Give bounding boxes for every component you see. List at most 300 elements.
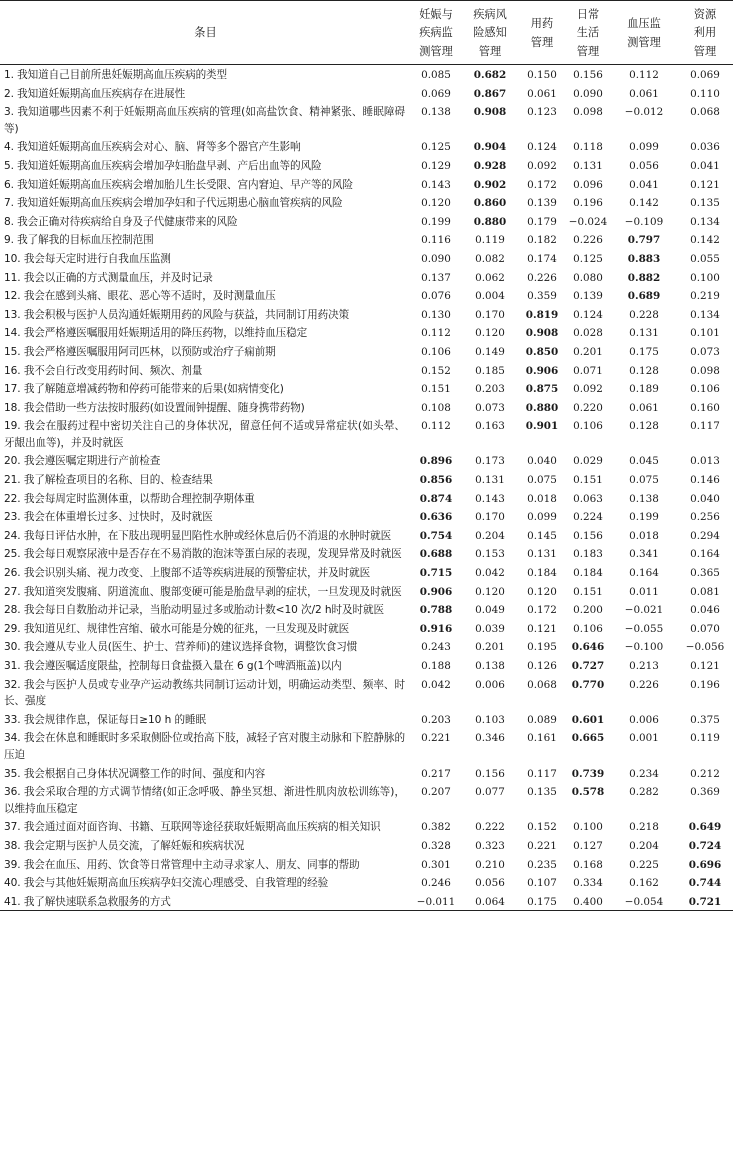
header-line: 管理 bbox=[530, 35, 554, 49]
loading-value: 0.163 bbox=[475, 420, 505, 433]
loading-value: 0.117 bbox=[690, 420, 720, 433]
header-line: 条目 bbox=[194, 26, 217, 40]
table-row bbox=[0, 249, 733, 268]
loading-value: 0.906 bbox=[525, 364, 559, 377]
table-row bbox=[0, 507, 733, 526]
item-text: 32. 我会与医护人员或专业孕产运动教练共同制订运动计划，明确运动类型、频率、时长、强度 bbox=[4, 678, 405, 708]
header-row bbox=[0, 1, 733, 65]
loading-value: 0.856 bbox=[419, 474, 453, 487]
loading-value: 0.210 bbox=[475, 858, 505, 871]
loading-value: 0.082 bbox=[475, 252, 505, 265]
loading-value: 0.076 bbox=[421, 290, 451, 303]
loading-value: 0.170 bbox=[475, 511, 505, 524]
loading-value: 0.153 bbox=[475, 548, 505, 561]
table-row bbox=[0, 600, 733, 619]
loading-value: 0.860 bbox=[473, 197, 507, 210]
loading-value: 0.172 bbox=[527, 604, 557, 617]
loading-value: −0.109 bbox=[624, 215, 664, 228]
header-line: 险感知 bbox=[473, 26, 507, 40]
loading-value: 0.106 bbox=[690, 383, 720, 396]
loading-value: 0.121 bbox=[690, 660, 720, 672]
loading-value: 0.126 bbox=[527, 660, 557, 672]
loading-value: 0.382 bbox=[421, 821, 451, 834]
item-text: 8. 我会正确对待疾病给自身及子代健康带来的风险 bbox=[4, 215, 238, 228]
item-text: 36. 我会采取合理的方式调节情绪(如正念呼吸、静坐冥想、渐进性肌肉放松训练等)，以维持血压稳定 bbox=[4, 786, 405, 815]
table-row bbox=[0, 563, 733, 582]
loading-value: 0.138 bbox=[421, 106, 451, 119]
table-row bbox=[0, 728, 733, 763]
loading-value: 0.152 bbox=[527, 821, 557, 834]
loading-value: −0.024 bbox=[568, 215, 608, 228]
item-column-header bbox=[0, 1, 411, 65]
table-row bbox=[0, 526, 733, 545]
loading-value: 0.359 bbox=[527, 290, 557, 303]
loading-value: 0.217 bbox=[421, 767, 451, 780]
loading-value: 0.203 bbox=[421, 713, 451, 726]
loading-value: 0.124 bbox=[527, 141, 557, 154]
header-line: 疾病监 bbox=[419, 26, 453, 40]
item-text: 10. 我会每天定时进行自我血压监测 bbox=[4, 252, 171, 265]
daily-life-header bbox=[565, 1, 611, 65]
table-row bbox=[0, 782, 733, 817]
loading-value: 0.189 bbox=[629, 383, 659, 396]
table-row bbox=[0, 817, 733, 836]
item-text: 27. 我知道突发腹痛、阴道流血、腹部变硬可能是胎盘早剥的症状，一旦发现及时就医 bbox=[4, 585, 402, 598]
loading-value: 0.130 bbox=[421, 308, 451, 321]
loading-value: 0.218 bbox=[629, 821, 659, 834]
loading-value: 0.819 bbox=[525, 308, 559, 321]
loading-value: 0.739 bbox=[571, 767, 605, 780]
loading-value: 0.880 bbox=[473, 215, 507, 228]
loading-value: 0.056 bbox=[629, 159, 659, 172]
loading-value: 0.578 bbox=[571, 786, 605, 799]
table-row bbox=[0, 544, 733, 563]
loading-value: 0.219 bbox=[690, 290, 720, 303]
loading-value: 0.151 bbox=[573, 585, 603, 598]
table-row bbox=[0, 416, 733, 451]
loading-value: 0.156 bbox=[573, 529, 603, 542]
loading-value: 0.204 bbox=[629, 839, 659, 852]
table-row bbox=[0, 451, 733, 470]
item-text: 3. 我知道哪些因素不利于妊娠期高血压疾病的管理(如高盐饮食、精神紧张、睡眠障碍等) bbox=[4, 106, 405, 135]
loading-value: 0.164 bbox=[629, 567, 659, 580]
table-row bbox=[0, 656, 733, 675]
loading-value: 0.092 bbox=[573, 383, 603, 396]
table-row bbox=[0, 836, 733, 855]
loading-value: −0.100 bbox=[624, 641, 664, 654]
loading-value: 0.928 bbox=[473, 159, 507, 172]
table-row bbox=[0, 230, 733, 249]
loading-value: 0.134 bbox=[690, 308, 720, 321]
loading-value: 0.168 bbox=[573, 858, 603, 871]
loading-value: 0.145 bbox=[527, 529, 557, 542]
loading-value: 0.902 bbox=[473, 178, 507, 191]
loading-value: 0.120 bbox=[421, 197, 451, 210]
loading-value: 0.120 bbox=[527, 585, 557, 598]
loading-value: 0.175 bbox=[629, 345, 659, 358]
item-text: 13. 我会积极与医护人员沟通妊娠期用药的风险与获益，共同制订用药决策 bbox=[4, 308, 350, 321]
loading-value: 0.006 bbox=[475, 678, 505, 691]
loading-value: 0.125 bbox=[421, 141, 451, 154]
loading-value: 0.116 bbox=[421, 234, 451, 247]
loading-value: 0.110 bbox=[690, 87, 720, 100]
loading-value: 0.916 bbox=[419, 622, 453, 635]
item-text: 18. 我会借助一些方法按时服药(如设置闹钟提醒、随身携带药物) bbox=[4, 401, 305, 414]
item-text: 38. 我会定期与医护人员交流，了解妊娠和疾病状况 bbox=[4, 839, 245, 852]
loading-value: 0.073 bbox=[475, 401, 505, 414]
loading-value: 0.125 bbox=[573, 252, 603, 265]
header-line: 生活 bbox=[576, 26, 600, 40]
loading-value: 0.081 bbox=[690, 585, 720, 598]
item-text: 33. 我会规律作息，保证每日≥10 h 的睡眠 bbox=[4, 713, 206, 726]
loading-value: 0.235 bbox=[527, 858, 557, 871]
loading-value: 0.040 bbox=[527, 455, 557, 468]
item-text: 4. 我知道妊娠期高血压疾病会对心、脑、肾等多个器官产生影响 bbox=[4, 141, 301, 154]
loading-value: −0.021 bbox=[624, 604, 664, 617]
loading-value: 0.106 bbox=[573, 420, 603, 433]
loading-value: 0.160 bbox=[690, 401, 720, 414]
loading-value: 0.334 bbox=[573, 877, 603, 890]
header-line: 管理 bbox=[478, 44, 502, 58]
loading-value: 0.301 bbox=[421, 858, 451, 871]
loading-value: 0.880 bbox=[525, 401, 559, 414]
loading-value: 0.172 bbox=[527, 178, 557, 191]
loading-value: 0.601 bbox=[571, 713, 605, 726]
loading-value: 0.123 bbox=[527, 106, 557, 119]
loading-value: 0.070 bbox=[690, 622, 720, 635]
loading-value: 0.151 bbox=[421, 383, 451, 396]
loading-value: 0.128 bbox=[629, 420, 659, 433]
loading-value: 0.896 bbox=[419, 455, 453, 468]
loading-value: 0.018 bbox=[629, 529, 659, 542]
loading-value: 0.874 bbox=[419, 492, 453, 505]
item-text: 28. 我会每日自数胎动并记录，当胎动明显过多或胎动计数<10 次/2 h时及时就医 bbox=[4, 604, 384, 617]
item-text: 5. 我知道妊娠期高血压疾病会增加孕妇胎盘早剥、产后出血等的风险 bbox=[4, 159, 322, 172]
table-row bbox=[0, 323, 733, 342]
loading-value: 0.098 bbox=[690, 364, 720, 377]
loading-value: 0.688 bbox=[419, 548, 453, 561]
loading-value: 0.119 bbox=[475, 234, 505, 247]
loading-value: 0.689 bbox=[627, 290, 661, 303]
loading-value: 0.143 bbox=[475, 492, 505, 505]
loading-value: 0.089 bbox=[527, 713, 557, 726]
table-header bbox=[0, 1, 733, 65]
loading-value: 0.135 bbox=[690, 197, 720, 210]
loading-value: 0.788 bbox=[419, 604, 453, 617]
loading-value: 0.221 bbox=[421, 732, 451, 745]
loading-value: 0.183 bbox=[573, 548, 603, 561]
item-text: 35. 我会根据自己身体状况调整工作的时间、强度和内容 bbox=[4, 767, 266, 780]
loading-value: 0.064 bbox=[461, 892, 519, 911]
loading-value: 0.131 bbox=[527, 548, 557, 561]
table-row bbox=[0, 675, 733, 710]
header-line: 管理 bbox=[576, 44, 600, 58]
loading-value: 0.100 bbox=[690, 271, 720, 284]
table-row bbox=[0, 286, 733, 305]
item-text: 1. 我知道自己目前所患妊娠期高血压疾病的类型 bbox=[4, 69, 228, 81]
table-row bbox=[0, 764, 733, 783]
item-text: 26. 我会识别头痛、视力改变、上腹部不适等疾病进展的预警症状，并及时就医 bbox=[4, 567, 371, 580]
loading-value: 0.882 bbox=[627, 271, 661, 284]
loading-value: 0.375 bbox=[690, 713, 720, 726]
loading-value: 0.196 bbox=[690, 678, 720, 691]
table-row bbox=[0, 873, 733, 892]
loading-value: 0.068 bbox=[690, 106, 720, 119]
loading-value: 0.138 bbox=[629, 492, 659, 505]
loading-value: 0.085 bbox=[421, 69, 451, 81]
loading-value: 0.184 bbox=[527, 567, 557, 580]
header-line: 妊娠与 bbox=[419, 7, 453, 21]
loading-value: 0.119 bbox=[690, 732, 720, 745]
loading-value: 0.400 bbox=[565, 892, 611, 911]
loading-value: 0.200 bbox=[573, 604, 603, 617]
loading-value: −0.055 bbox=[624, 622, 664, 635]
loading-value: 0.042 bbox=[475, 567, 505, 580]
loading-value: 0.142 bbox=[629, 197, 659, 210]
loading-value: 0.724 bbox=[688, 839, 722, 852]
table-row bbox=[0, 398, 733, 417]
loading-value: 0.201 bbox=[573, 345, 603, 358]
loading-value: −0.054 bbox=[611, 892, 677, 911]
table-row bbox=[0, 361, 733, 380]
loading-value: 0.137 bbox=[421, 271, 451, 284]
loading-value: 0.100 bbox=[573, 821, 603, 834]
loading-value: 0.117 bbox=[527, 767, 557, 780]
item-text: 25. 我会每日观察尿液中是否存在不易消散的泡沫等蛋白尿的表现，发现异常及时就医 bbox=[4, 548, 402, 561]
loading-value: 0.649 bbox=[688, 821, 722, 834]
loading-value: 0.045 bbox=[629, 455, 659, 468]
loading-value: 0.135 bbox=[527, 786, 557, 799]
loading-value: 0.092 bbox=[527, 159, 557, 172]
loading-value: 0.098 bbox=[573, 106, 603, 119]
loading-value: 0.222 bbox=[475, 821, 505, 834]
loading-value: 0.226 bbox=[573, 234, 603, 247]
loading-value: 0.199 bbox=[421, 215, 451, 228]
loading-value: 0.103 bbox=[475, 713, 505, 726]
loading-value: 0.175 bbox=[519, 892, 565, 911]
table-row bbox=[0, 212, 733, 231]
loading-value: 0.721 bbox=[677, 892, 733, 911]
loading-value: 0.006 bbox=[629, 713, 659, 726]
loading-value: 0.121 bbox=[690, 178, 720, 191]
loading-value: 0.365 bbox=[690, 567, 720, 580]
loading-value: 0.213 bbox=[629, 660, 659, 672]
item-text: 20. 我会遵医嘱定期进行产前检查 bbox=[4, 455, 161, 468]
loading-value: 0.041 bbox=[690, 159, 720, 172]
table-row bbox=[0, 102, 733, 137]
item-text: 31. 我会遵医嘱适度限盐，控制每日食盐摄入量在 6 g(1个啤酒瓶盖)以内 bbox=[4, 660, 342, 672]
item-text: 19. 我会在服药过程中密切关注自己的身体状况，留意任何不适或异常症状(如头晕、牙龈出血等)，并及时就医 bbox=[4, 420, 405, 449]
loading-value: 0.131 bbox=[573, 159, 603, 172]
loading-value: 0.797 bbox=[627, 234, 661, 247]
loading-value: 0.883 bbox=[627, 252, 661, 265]
table-row bbox=[0, 710, 733, 729]
table-row bbox=[0, 84, 733, 103]
loading-value: 0.256 bbox=[690, 511, 720, 524]
loading-value: 0.221 bbox=[527, 839, 557, 852]
table-row bbox=[0, 156, 733, 175]
loading-value: 0.090 bbox=[573, 87, 603, 100]
loading-value: 0.152 bbox=[421, 364, 451, 377]
loading-value: 0.182 bbox=[527, 234, 557, 247]
loading-value: 0.151 bbox=[573, 474, 603, 487]
loading-value: 0.908 bbox=[473, 106, 507, 119]
loading-value: 0.901 bbox=[525, 420, 559, 433]
loading-value: 0.099 bbox=[527, 511, 557, 524]
item-text: 29. 我知道见红、规律性宫缩、破水可能是分娩的征兆，一旦发现及时就医 bbox=[4, 622, 350, 635]
loading-value: 0.112 bbox=[421, 327, 451, 340]
loading-value: 0.077 bbox=[475, 786, 505, 799]
loading-value: 0.127 bbox=[573, 839, 603, 852]
loading-value: 0.341 bbox=[629, 548, 659, 561]
item-text: 2. 我知道妊娠期高血压疾病存在进展性 bbox=[4, 87, 186, 100]
loading-value: 0.134 bbox=[690, 215, 720, 228]
loading-value: 0.124 bbox=[573, 308, 603, 321]
item-text: 15. 我会严格遵医嘱服用阿司匹林，以预防或治疗子痫前期 bbox=[4, 345, 276, 358]
loading-value: 0.068 bbox=[527, 678, 557, 691]
loading-value: 0.146 bbox=[690, 474, 720, 487]
table-row bbox=[0, 892, 733, 911]
loading-value: 0.143 bbox=[421, 178, 451, 191]
loading-value: 0.056 bbox=[475, 877, 505, 890]
loading-value: 0.156 bbox=[475, 767, 505, 780]
table-row bbox=[0, 582, 733, 601]
item-text: 22. 我会每周定时监测体重，以帮助合理控制孕期体重 bbox=[4, 492, 255, 505]
loading-value: 0.204 bbox=[475, 529, 505, 542]
loading-value: 0.112 bbox=[629, 69, 659, 81]
loading-value: 0.046 bbox=[690, 604, 720, 617]
loading-value: 0.170 bbox=[475, 308, 505, 321]
header-line: 资源 bbox=[693, 7, 717, 21]
loading-value: 0.199 bbox=[629, 511, 659, 524]
loading-value: 0.727 bbox=[571, 660, 605, 672]
loading-value: 0.323 bbox=[475, 839, 505, 852]
loading-value: 0.099 bbox=[629, 141, 659, 154]
item-text: 23. 我会在体重增长过多、过快时，及时就医 bbox=[4, 511, 213, 524]
loading-value: 0.041 bbox=[629, 178, 659, 191]
loading-value: 0.142 bbox=[690, 234, 720, 247]
loading-value: 0.906 bbox=[419, 585, 453, 598]
loading-value: 0.049 bbox=[475, 604, 505, 617]
loading-value: 0.112 bbox=[421, 420, 451, 433]
loading-value: 0.156 bbox=[573, 69, 603, 81]
loading-value: 0.129 bbox=[421, 159, 451, 172]
item-text: 40. 我会与其他妊娠期高血压疾病孕妇交流心理感受、自我管理的经验 bbox=[4, 877, 329, 890]
loading-value: 0.195 bbox=[527, 641, 557, 654]
loading-value: 0.138 bbox=[475, 660, 505, 672]
header-line: 血压监 bbox=[627, 17, 661, 30]
loading-value: −0.012 bbox=[624, 106, 664, 119]
loading-value: 0.228 bbox=[629, 308, 659, 321]
loading-value: 0.225 bbox=[629, 858, 659, 871]
loading-value: 0.234 bbox=[629, 767, 659, 780]
loading-value: 0.108 bbox=[421, 401, 451, 414]
loading-value: 0.850 bbox=[525, 345, 559, 358]
loading-value: 0.042 bbox=[421, 678, 451, 691]
header-line: 疾病风 bbox=[473, 7, 507, 21]
loading-value: 0.106 bbox=[573, 622, 603, 635]
loading-value: 0.715 bbox=[419, 567, 453, 580]
item-text: 37. 我会通过面对面咨询、书籍、互联网等途径获取妊娠期高血压疾病的相关知识 bbox=[4, 821, 381, 834]
loading-value: 0.184 bbox=[573, 567, 603, 580]
loading-value: 0.744 bbox=[688, 877, 722, 890]
item-text: 9. 我了解我的目标血压控制范围 bbox=[4, 234, 154, 247]
loading-value: 0.162 bbox=[629, 877, 659, 890]
loading-value: 0.174 bbox=[527, 252, 557, 265]
loading-value: 0.131 bbox=[629, 327, 659, 340]
loading-value: 0.018 bbox=[527, 492, 557, 505]
loading-value: 0.201 bbox=[475, 641, 505, 654]
pregnancy-disease-monitoring-header bbox=[411, 1, 461, 65]
loading-value: 0.106 bbox=[421, 345, 451, 358]
loading-value: 0.665 bbox=[571, 732, 605, 745]
loading-value: 0.246 bbox=[421, 877, 451, 890]
table-row bbox=[0, 470, 733, 489]
loading-value: 0.243 bbox=[421, 641, 451, 654]
table-body bbox=[0, 65, 733, 911]
loading-value: 0.061 bbox=[629, 401, 659, 414]
item-text: 11. 我会以正确的方式测量血压，并及时记录 bbox=[4, 271, 213, 284]
loading-value: 0.139 bbox=[573, 290, 603, 303]
loading-value: 0.090 bbox=[421, 252, 451, 265]
loading-value: 0.646 bbox=[571, 641, 605, 654]
item-text: 16. 我不会自行改变用药时间、频次、剂量 bbox=[4, 364, 203, 377]
risk-perception-header bbox=[461, 1, 519, 65]
loading-value: 0.696 bbox=[688, 858, 722, 871]
loading-value: 0.061 bbox=[629, 87, 659, 100]
loading-value: 0.908 bbox=[525, 327, 559, 340]
loading-value: 0.294 bbox=[690, 529, 720, 542]
loading-value: 0.128 bbox=[629, 364, 659, 377]
loading-value: 0.063 bbox=[573, 492, 603, 505]
table-row bbox=[0, 305, 733, 324]
loading-value: 0.226 bbox=[527, 271, 557, 284]
loading-value: 0.196 bbox=[573, 197, 603, 210]
item-text: 12. 我会在感到头痛、眼花、恶心等不适时，及时测量血压 bbox=[4, 290, 276, 303]
loading-value: 0.061 bbox=[527, 87, 557, 100]
loading-value: 0.682 bbox=[473, 69, 507, 81]
table-row bbox=[0, 268, 733, 287]
loading-value: 0.173 bbox=[475, 455, 505, 468]
loading-value: 0.203 bbox=[475, 383, 505, 396]
item-text: 7. 我知道妊娠期高血压疾病会增加孕妇和子代远期患心脑血管疾病的风险 bbox=[4, 197, 343, 210]
table-row bbox=[0, 342, 733, 361]
loading-value: 0.131 bbox=[475, 474, 505, 487]
loading-value: 0.346 bbox=[475, 732, 505, 745]
table-row bbox=[0, 637, 733, 656]
loading-value: 0.207 bbox=[421, 786, 451, 799]
loading-value: 0.212 bbox=[690, 767, 720, 780]
header-line: 测管理 bbox=[419, 44, 453, 58]
item-text: 34. 我会在休息和睡眠时多采取侧卧位或抬高下肢，减轻子宫对腹主动脉和下腔静脉的压迫 bbox=[4, 732, 405, 761]
header-line: 利用 bbox=[693, 26, 717, 40]
loading-value: 0.036 bbox=[690, 141, 720, 154]
loading-value: 0.075 bbox=[527, 474, 557, 487]
item-text: 21. 我了解检查项目的名称、目的、检查结果 bbox=[4, 474, 213, 487]
loading-value: 0.636 bbox=[419, 511, 453, 524]
table-row bbox=[0, 855, 733, 874]
item-text: 14. 我会严格遵医嘱服用妊娠期适用的降压药物，以维持血压稳定 bbox=[4, 327, 308, 340]
table-row bbox=[0, 619, 733, 638]
item-text: 41. 我了解快速联系急救服务的方式 bbox=[0, 892, 411, 911]
loading-value: 0.282 bbox=[629, 786, 659, 799]
loading-value: 0.071 bbox=[573, 364, 603, 377]
loading-value: 0.875 bbox=[525, 383, 559, 396]
loading-value: 0.754 bbox=[419, 529, 453, 542]
item-text: 24. 我每日评估水肿，在下肢出现明显凹陷性水肿或经休息后仍不消退的水肿时就医 bbox=[4, 529, 392, 542]
loading-value: 0.039 bbox=[475, 622, 505, 635]
loading-value: 0.867 bbox=[473, 87, 507, 100]
